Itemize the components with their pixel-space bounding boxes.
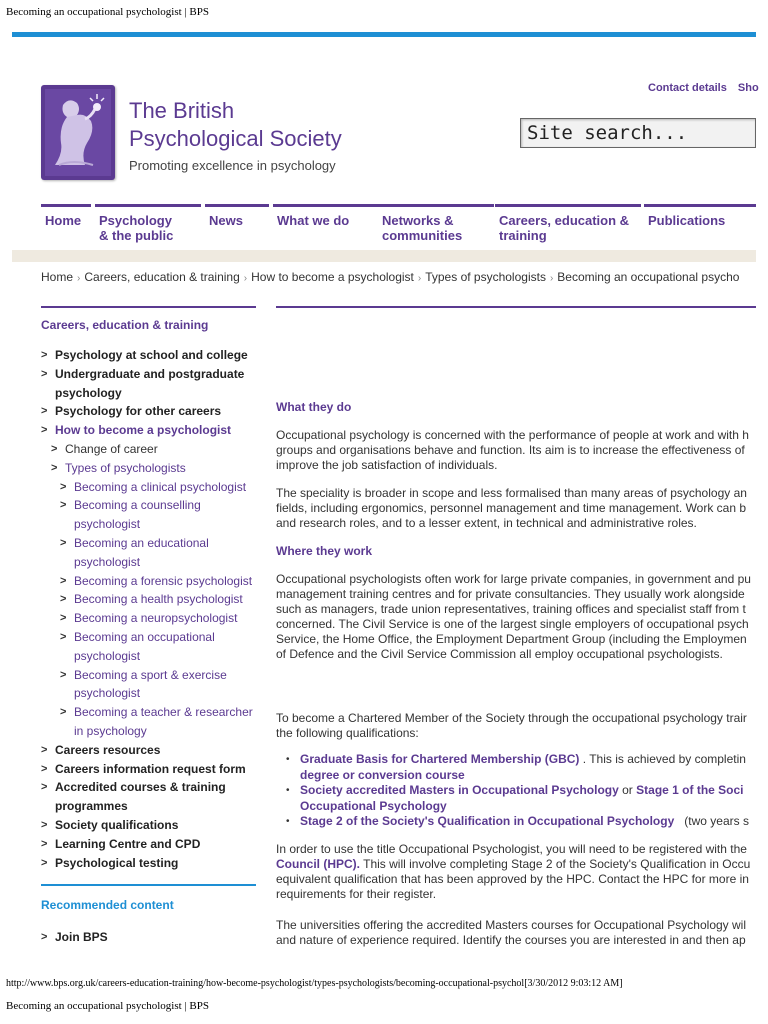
training-intro-paragraph: To become a Chartered Member of the Society through the occupational psychology trair the following qualifications: <box>276 711 747 740</box>
arrow-icon: > <box>41 405 48 418</box>
sidebar-item[interactable] <box>41 703 256 741</box>
print-header-title: Becoming an occupational psychologist | BPS <box>6 6 209 18</box>
sidebar-menu <box>41 346 256 872</box>
nav-networks-communities[interactable]: Networks & communities <box>378 204 494 246</box>
brand-name-line2: Psychological Society <box>129 126 342 151</box>
sidebar-item[interactable] <box>41 835 256 854</box>
sidebar-item[interactable] <box>41 666 256 704</box>
print-footer-url: http://www.bps.org.uk/careers-education-training/how-become-psychologist/types-psychologists/becoming-occupational-psychol[3/30/2012 9:03:12 AM] <box>6 978 623 989</box>
sidebar-item-label: Becoming an occupational psychologist <box>74 629 215 663</box>
sidebar-item-label: Learning Centre and CPD <box>55 836 201 851</box>
sidebar-item[interactable] <box>41 572 256 591</box>
sidebar-item-label: Becoming a neuropsychologist <box>74 611 238 626</box>
nav-news[interactable]: News <box>205 204 269 246</box>
where-they-work-heading: Where they work <box>276 544 373 558</box>
contact-details-link[interactable]: Contact details <box>648 82 727 94</box>
sidebar-item[interactable] <box>41 609 256 628</box>
arrow-icon: > <box>60 536 67 549</box>
arrow-icon: > <box>41 818 48 831</box>
sidebar-item-label: Undergraduate and postgraduate psychology <box>55 366 245 400</box>
sidebar-item[interactable] <box>41 778 256 816</box>
breadcrumb <box>41 270 739 284</box>
sidebar-item[interactable] <box>41 741 256 760</box>
sidebar-item-label: How to become a psychologist <box>55 423 232 438</box>
sidebar-item[interactable] <box>41 816 256 835</box>
arrow-icon: > <box>51 461 58 474</box>
qualification-item-cont <box>276 799 749 815</box>
sidebar-item-join-bps[interactable]: > Join BPS <box>41 928 256 947</box>
sidebar-item-label: Society qualifications <box>55 817 179 832</box>
sidebar-item[interactable] <box>41 440 256 459</box>
bps-logo[interactable] <box>41 85 115 180</box>
sidebar-item[interactable] <box>41 459 256 478</box>
breadcrumb-separator-icon: › <box>77 273 81 284</box>
arrow-icon: > <box>41 367 48 380</box>
sidebar-item-label: Becoming a clinical psychologist <box>74 479 247 494</box>
sidebar-item-label: Psychological testing <box>55 855 179 870</box>
page <box>12 32 759 952</box>
brand-name-line1: The British <box>129 98 235 123</box>
sidebar-item[interactable] <box>41 496 256 534</box>
qualification-item: • Stage 2 of the Society's Qualification in Occupational Psychology (two years s <box>276 814 749 830</box>
sidebar-item-label: Psychology for other careers <box>55 404 222 419</box>
sidebar-item[interactable] <box>41 628 256 666</box>
arrow-icon: > <box>60 706 67 719</box>
nav-what-we-do[interactable]: What we do <box>273 204 378 246</box>
hpc-link[interactable]: Council (HPC). <box>276 857 360 871</box>
sidebar-item-label: Becoming a health psychologist <box>74 592 243 607</box>
sidebar-item[interactable] <box>41 346 256 365</box>
nav-psychology-public[interactable]: Psychology & the public <box>95 204 201 246</box>
logo-figure-icon <box>41 85 115 180</box>
recommended-rule <box>41 884 256 886</box>
sidebar-item-label: Accredited courses & training programmes <box>55 780 226 814</box>
what-they-do-heading: What they do <box>276 400 352 414</box>
print-footer-title: Becoming an occupational psychologist | BPS <box>6 1000 209 1012</box>
hpc-paragraph: In order to use the title Occupational Psychologist, you will need to be registered with the Council (HPC). This will involve completing Stage 2 of the Society's Qualification in Occu equivalent qualification that has been approved by the HPC. Contact the HPC for more in requirements for their register. <box>276 842 751 901</box>
sidebar-item[interactable] <box>41 760 256 779</box>
main-rule <box>276 306 756 308</box>
sidebar-item[interactable] <box>41 365 256 403</box>
recommended-menu <box>41 928 256 947</box>
sidebar-item-label: Becoming a sport & exercise psychologist <box>74 667 227 701</box>
sidebar-item-label: Becoming a counselling psychologist <box>74 498 201 532</box>
sidebar-item-label: Psychology at school and college <box>55 348 248 362</box>
sidebar-item-label: Careers resources <box>55 742 161 757</box>
sidebar-item[interactable] <box>41 478 256 497</box>
arrow-icon: > <box>60 668 67 681</box>
breadcrumb-how-to-become[interactable]: How to become a psychologist <box>251 270 414 284</box>
qualification-item: • Society accredited Masters in Occupational Psychology or Stage 1 of the Soci <box>276 783 749 799</box>
arrow-icon: > <box>60 499 67 512</box>
sidebar-item-label: Becoming an educational psychologist <box>74 535 209 569</box>
breadcrumb-separator-icon: › <box>549 273 554 284</box>
what-they-do-paragraph-2: The speciality is broader in scope and less formalised than many areas of psychology an fields, including ergonomics, personnel management and time management. Work can b and research roles, and to a lesser extent, in technical and administrative roles. <box>276 486 747 530</box>
degree-conversion-link[interactable]: degree or conversion course <box>300 767 465 782</box>
sidebar-item-label: Change of career <box>65 441 158 456</box>
arrow-icon: > <box>51 442 58 455</box>
qualifications-list <box>276 752 749 830</box>
qualification-item: • Graduate Basis for Chartered Membership (GBC) . This is achieved by completin <box>276 752 749 768</box>
main-content <box>276 306 756 947</box>
breadcrumb-careers[interactable]: Careers, education & training <box>84 270 240 284</box>
sidebar <box>41 306 256 947</box>
arrow-icon: > <box>60 480 67 493</box>
breadcrumb-current: Becoming an occupational psycho <box>557 270 740 284</box>
sidebar-item[interactable] <box>41 590 256 609</box>
sidebar-heading[interactable]: Careers, education & training <box>41 318 209 332</box>
sidebar-item[interactable] <box>41 534 256 572</box>
arrow-icon: > <box>60 593 67 606</box>
arrow-icon: > <box>41 931 48 944</box>
stage2-link[interactable]: Stage 2 of the Society's Qualification in Occupational Psychology <box>300 814 675 828</box>
nav-home[interactable]: Home <box>41 204 91 246</box>
utility-links <box>648 82 767 94</box>
stage1-link[interactable]: Stage 1 of the Soci <box>636 783 744 797</box>
what-they-do-paragraph-1: Occupational psychology is concerned with the performance of people at work and with h groups and organisations behave and function. Its aim is to increase the effectiveness of improve the job satisfaction of individuals. <box>276 428 749 472</box>
occupational-psychology-link[interactable]: Occupational Psychology <box>300 798 447 813</box>
sidebar-item[interactable] <box>41 421 256 440</box>
arrow-icon: > <box>41 743 48 756</box>
sidebar-item-label: Becoming a teacher & researcher in psychology <box>74 705 253 738</box>
sidebar-item-label: Becoming a forensic psychologist <box>74 573 253 588</box>
nav-careers-education-training[interactable]: Careers, education & training <box>495 204 641 246</box>
gbc-link[interactable]: Graduate Basis for Chartered Membership (GBC) <box>300 752 580 766</box>
recommended-heading: Recommended content <box>41 898 174 913</box>
arrow-icon: > <box>41 424 48 437</box>
sidebar-item-label: Types of psychologists <box>65 460 186 475</box>
arrow-icon: > <box>41 349 48 361</box>
universities-paragraph: The universities offering the accredited Masters courses for Occupational Psychology wil and nature of experience required. Identify the courses you are interested in and then ap <box>276 918 746 947</box>
breadcrumb-separator-icon: › <box>417 273 422 284</box>
arrow-icon: > <box>60 574 67 587</box>
arrow-icon: > <box>41 837 48 850</box>
arrow-icon: > <box>41 856 48 869</box>
breadcrumb-home[interactable]: Home <box>41 270 74 284</box>
arrow-icon: > <box>41 781 48 794</box>
where-they-work-paragraph: Occupational psychologists often work for large private companies, in government and pu management training centres and for private consultancies. They usually work alongside such as managers, trade union representatives, training offices and specialist staff from t concerned. The Civil Service is one of the largest single employers of occupational psych Service, the Home Office, the Employment Department Group (including the Employmen of Defence and the Civil Service Commission all employ occupational psychologists. <box>276 572 751 661</box>
sidebar-item[interactable] <box>41 854 256 873</box>
breadcrumb-separator-icon: › <box>243 273 248 284</box>
top-rule <box>12 32 756 37</box>
main-nav <box>41 204 756 248</box>
qualification-item-cont <box>276 768 749 784</box>
arrow-icon: > <box>41 762 48 775</box>
accredited-masters-link[interactable]: Society accredited Masters in Occupational Psychology <box>300 783 619 797</box>
arrow-icon: > <box>60 612 67 625</box>
arrow-icon: > <box>60 630 67 643</box>
breadcrumb-types[interactable]: Types of psychologists <box>425 270 546 284</box>
brand-tagline: Promoting excellence in psychology <box>129 158 336 173</box>
nav-publications[interactable]: Publications <box>644 204 756 246</box>
nav-divider-strip <box>12 250 756 262</box>
sidebar-rule <box>41 306 256 308</box>
sidebar-item[interactable] <box>41 402 256 421</box>
site-search-input[interactable] <box>520 118 756 148</box>
shop-link[interactable]: Sho <box>737 82 759 94</box>
sidebar-item-label: Careers information request form <box>55 761 246 776</box>
